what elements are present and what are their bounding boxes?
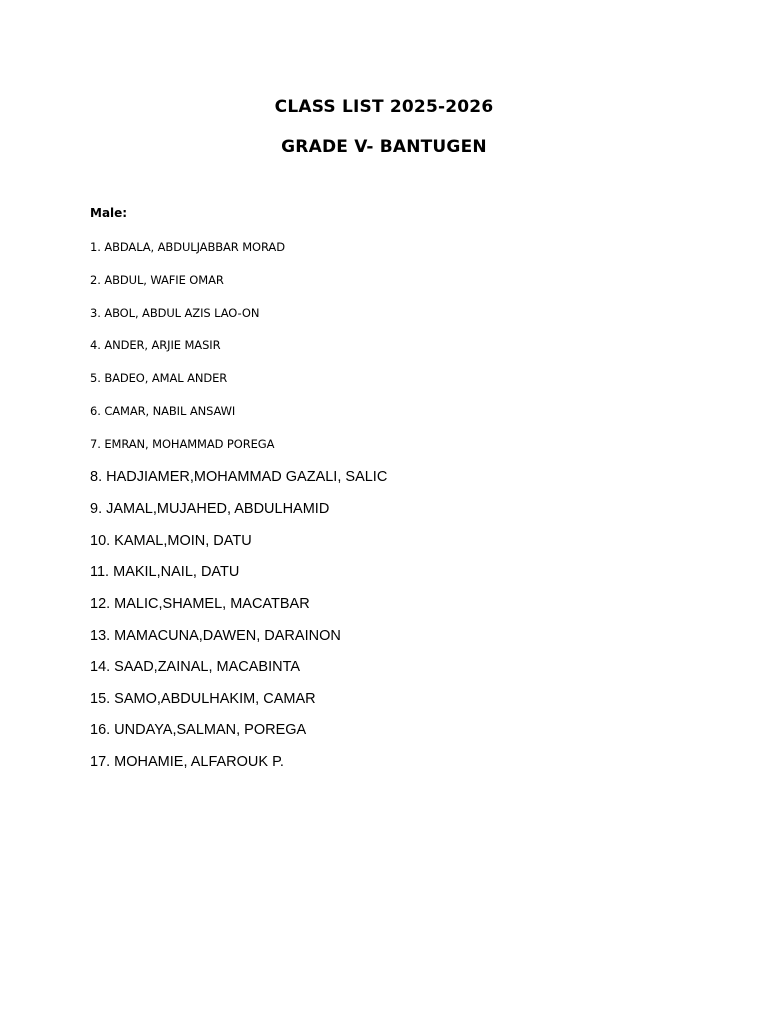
list-item: 12. MALIC,SHAMEL, MACATBAR [90,596,310,612]
list-item: 2. ABDUL, WAFIE OMAR [90,273,224,287]
section-label-male: Male: [90,206,128,220]
list-item: 14. SAAD,ZAINAL, MACABINTA [90,659,301,675]
list-item: 17. MOHAMIE, ALFAROUK P. [90,754,284,770]
list-item: 11. MAKIL,NAIL, DATU [90,564,240,580]
list-item: 7. EMRAN, MOHAMMAD POREGA [90,437,275,451]
list-item: 3. ABOL, ABDUL AZIS LAO-ON [90,306,260,320]
list-item: 13. MAMACUNA,DAWEN, DARAINON [90,628,341,644]
list-item: 9. JAMAL,MUJAHED, ABDULHAMID [90,501,330,517]
list-item: 15. SAMO,ABDULHAKIM, CAMAR [90,691,316,707]
list-item: 8. HADJIAMER,MOHAMMAD GAZALI, SALIC [90,469,388,485]
list-item: 5. BADEO, AMAL ANDER [90,371,228,385]
document-subtitle: GRADE V- BANTUGEN [281,137,487,157]
list-item: 4. ANDER, ARJIE MASIR [90,338,221,352]
document-title: CLASS LIST 2025-2026 [274,97,494,117]
list-item: 16. UNDAYA,SALMAN, POREGA [90,722,307,738]
list-item: 10. KAMAL,MOIN, DATU [90,533,252,549]
list-item: 1. ABDALA, ABDULJABBAR MORAD [90,240,285,254]
list-item: 6. CAMAR, NABIL ANSAWI [90,404,236,418]
